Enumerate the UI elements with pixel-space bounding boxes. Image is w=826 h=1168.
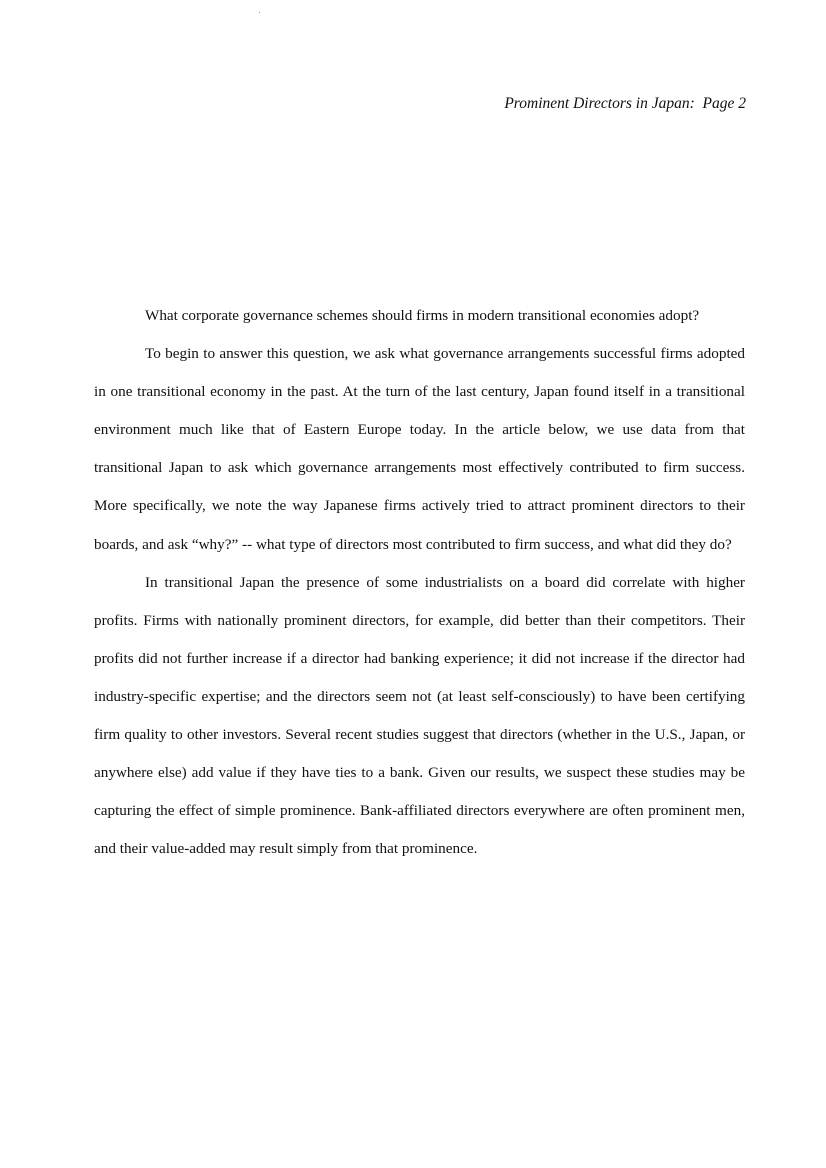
scan-speck: [259, 12, 260, 13]
paragraph-1: What corporate governance schemes should firms in modern transitional economies adopt?: [145, 307, 700, 324]
body-text: [94, 297, 745, 868]
header-title: Prominent Directors in Japan:: [504, 95, 695, 112]
paragraph-2: To begin to answer this question, we ask what governance arrangements successful firms adopted in one transitional economy in the past. At the turn of the last century, Japan found itself in a transitional environment much like that of Eastern Europe today. In the article below, we use data from that transitional Japan to ask which governance arrangements most effectively contributed to firm success. More specifically, we note the way Japanese firms actively tried to attract prominent directors to their boards, and ask “why?” -- what type of directors most contributed to firm success, and what did they do?: [94, 345, 745, 553]
header-page-number: Page 2: [702, 95, 746, 112]
paragraph-3: In transitional Japan the presence of some industrialists on a board did correlate with higher profits. Firms with nationally prominent directors, for example, did better than their competitors. Their profits did not further increase if a director had banking experience; it did not increase if the director had industry-specific expertise; and the directors seem not (at least self-consciously) to have been certifying firm quality to other investors. Several recent studies suggest that directors (whether in the U.S., Japan, or anywhere else) add value if they have ties to a bank. Given our results, we suspect these studies may be capturing the effect of simple prominence. Bank-affiliated directors everywhere are often prominent men, and their value-added may result simply from that prominence.: [94, 573, 745, 858]
running-header: [504, 94, 746, 114]
